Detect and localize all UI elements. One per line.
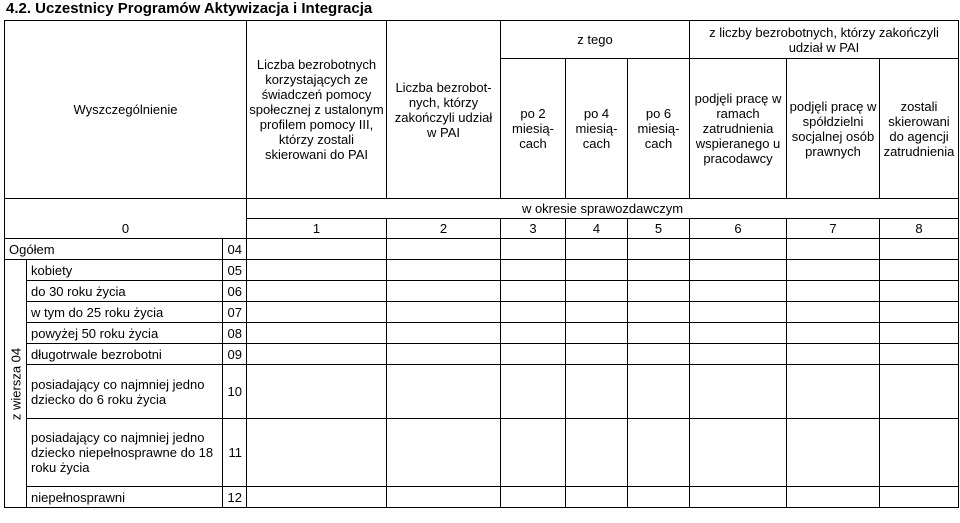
side-label: z wiersza 04 [8,347,23,420]
row-number: 04 [223,239,247,260]
row-label: posiadający co najmniej jedno dziecko niepełnosprawne do 18 roku życia [27,419,223,487]
table-row [5,365,959,419]
cell-input[interactable] [501,344,566,365]
col-number-7: 7 [787,219,880,239]
row-label: powyżej 50 roku życia [27,323,223,344]
row-number: 12 [223,487,247,508]
col-number-4: 4 [566,219,628,239]
cell-input[interactable] [387,239,501,260]
cell-input[interactable] [880,302,959,323]
cell-input[interactable] [787,487,880,508]
cell-input[interactable] [501,487,566,508]
col-number-1: 1 [247,219,387,239]
cell-input[interactable] [787,302,880,323]
row-number: 07 [223,302,247,323]
row-number: 06 [223,281,247,302]
row-label: w tym do 25 roku życia [27,302,223,323]
cell-input[interactable] [628,365,690,419]
header-col7: podjęli pracę w spółdzielni socjalnej osób prawnych [787,59,880,199]
cell-input[interactable] [247,487,387,508]
cell-input[interactable] [387,281,501,302]
cell-input[interactable] [566,419,628,487]
cell-input[interactable] [501,260,566,281]
cell-input[interactable] [501,323,566,344]
row-label: kobiety [27,260,223,281]
cell-input[interactable] [566,302,628,323]
row-number: 08 [223,323,247,344]
cell-input[interactable] [387,323,501,344]
cell-input[interactable] [387,487,501,508]
cell-input[interactable] [247,323,387,344]
cell-input[interactable] [247,302,387,323]
cell-input[interactable] [247,344,387,365]
cell-input[interactable] [880,487,959,508]
table-row [5,260,959,281]
col-number-5: 5 [628,219,690,239]
cell-input[interactable] [566,344,628,365]
cell-input[interactable] [387,419,501,487]
col-number-0: 0 [5,219,247,239]
cell-input[interactable] [787,260,880,281]
cell-input[interactable] [387,344,501,365]
table-row [5,239,959,260]
col-number-2: 2 [387,219,501,239]
cell-input[interactable] [501,365,566,419]
cell-input[interactable] [566,323,628,344]
cell-input[interactable] [787,323,880,344]
col-number-6: 6 [690,219,787,239]
cell-input[interactable] [628,487,690,508]
cell-input[interactable] [387,302,501,323]
page-title: 4.2. Uczestnicy Programów Aktywizacja i Integracja [6,0,373,17]
cell-input[interactable] [880,344,959,365]
table-row [5,302,959,323]
cell-input[interactable] [690,365,787,419]
cell-input[interactable] [880,281,959,302]
cell-input[interactable] [628,281,690,302]
cell-input[interactable] [566,281,628,302]
cell-input[interactable] [690,344,787,365]
table-row [5,419,959,487]
cell-input[interactable] [566,239,628,260]
row-number: 05 [223,260,247,281]
cell-input[interactable] [787,281,880,302]
cell-input[interactable] [880,323,959,344]
table-row [5,281,959,302]
cell-input[interactable] [880,419,959,487]
cell-input[interactable] [787,344,880,365]
cell-input[interactable] [880,260,959,281]
cell-input[interactable] [628,302,690,323]
cell-input[interactable] [566,487,628,508]
cell-input[interactable] [247,365,387,419]
cell-input[interactable] [880,365,959,419]
row-label: długotrwale bezrobotni [27,344,223,365]
cell-input[interactable] [690,487,787,508]
header-col4: po 4 miesią-cach [566,59,628,199]
table-row [5,344,959,365]
cell-input[interactable] [690,302,787,323]
cell-input[interactable] [690,239,787,260]
cell-input[interactable] [628,344,690,365]
cell-input[interactable] [501,302,566,323]
header-z-liczby: z liczby bezrobotnych, którzy zakończyli udział w PAI [690,21,959,59]
cell-input[interactable] [247,419,387,487]
header-col2: Liczba bezrobot-nych, którzy zakończyli udział w PAI [387,21,501,199]
row-label: do 30 roku życia [27,281,223,302]
cell-input[interactable] [628,419,690,487]
cell-input[interactable] [247,239,387,260]
header-period: w okresie sprawozdawczym [247,199,959,219]
table-row [5,323,959,344]
cell-input[interactable] [501,419,566,487]
cell-input[interactable] [628,239,690,260]
cell-input[interactable] [690,260,787,281]
cell-input[interactable] [690,419,787,487]
cell-input[interactable] [501,239,566,260]
cell-input[interactable] [787,239,880,260]
side-label-cell [5,260,27,508]
cell-input[interactable] [880,239,959,260]
row-label: niepełnosprawni [27,487,223,508]
cell-input[interactable] [247,260,387,281]
header-col3: po 2 miesią-cach [501,59,566,199]
cell-input[interactable] [787,419,880,487]
row-number: 10 [223,365,247,419]
cell-input[interactable] [628,323,690,344]
cell-input[interactable] [387,260,501,281]
cell-input[interactable] [247,281,387,302]
cell-input[interactable] [566,260,628,281]
header-z-tego: z tego [501,21,690,59]
header-col8: zostali skierowani do agencji zatrudnienia [880,59,959,199]
table-row [5,487,959,508]
header-description: Wyszczególnienie [5,21,247,199]
participants-table [4,20,959,508]
row-label: posiadający co najmniej jedno dziecko do 6 roku życia [27,365,223,419]
cell-input[interactable] [787,365,880,419]
cell-input[interactable] [690,323,787,344]
cell-input[interactable] [387,365,501,419]
cell-input[interactable] [628,260,690,281]
cell-input[interactable] [690,281,787,302]
cell-input[interactable] [566,365,628,419]
header-col5: po 6 miesią-cach [628,59,690,199]
col-number-8: 8 [880,219,959,239]
cell-input[interactable] [501,281,566,302]
header-col1: Liczba bezrobotnych korzystających ze świadczeń pomocy społecznej z ustalonym profilem pomocy III, którzy zostali skierowani do PAI [247,21,387,199]
row-number: 11 [223,419,247,487]
row-number: 09 [223,344,247,365]
row-label: Ogółem [5,239,223,260]
col-number-3: 3 [501,219,566,239]
header-col6: podjęli pracę w ramach zatrudnienia wspieranego u pracodawcy [690,59,787,199]
